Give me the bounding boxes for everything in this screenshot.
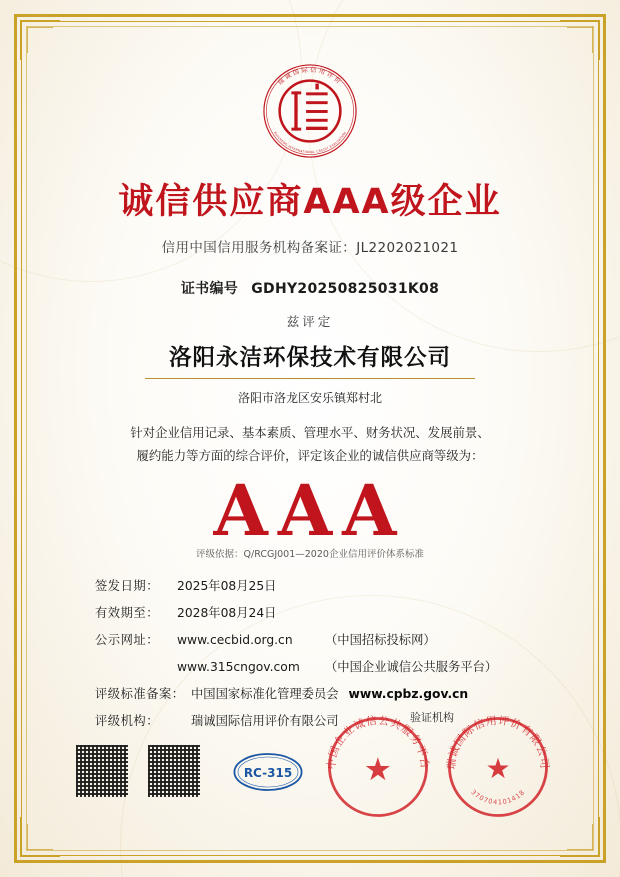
detail-row-standard	[95, 684, 525, 702]
company-block	[145, 340, 475, 379]
qr-code-2[interactable]	[148, 745, 200, 797]
certificate-number	[181, 278, 439, 298]
evaluation-statement	[90, 422, 530, 468]
publicity-note-1: （中国招标投标网）	[325, 632, 436, 647]
detail-row-publicity-site-2	[95, 657, 525, 675]
svg-text:RUICHENG INTERNATIONAL CREDIT: RUICHENG INTERNATIONAL CREDIT EVALUATION	[272, 130, 348, 155]
agency-value: 瑞诚国际信用评价有限公司	[191, 713, 339, 728]
seal-public-service-platform	[322, 711, 434, 823]
seal-rating-agency	[442, 711, 554, 823]
credit-emblem-icon	[261, 62, 359, 160]
publicity-url-2[interactable]: www.315cngov.com	[177, 659, 300, 674]
svg-text:RC-315: RC-315	[243, 765, 293, 780]
standard-label: 评级标准备案：	[95, 686, 185, 701]
detail-row-valid-until	[95, 603, 525, 621]
svg-text:瑞诚国际信用评价: 瑞诚国际信用评价	[276, 66, 344, 87]
publicity-url-1[interactable]: www.cecbid.org.cn	[177, 632, 293, 647]
svg-text:中国企业诚信公共服务平台: 中国企业诚信公共服务平台	[324, 713, 432, 770]
evaluation-statement-line2: 履约能力等方面的综合评价，评定该企业的诚信供应商等级为：	[136, 448, 484, 464]
svg-text:★: ★	[363, 751, 393, 788]
valid-until-value: 2028年08月24日	[177, 605, 277, 620]
grade-value: AAA	[213, 469, 407, 553]
grade-basis: 评级依据：Q/RCGJ001—2020企业信用评价体系标准	[196, 548, 424, 560]
record-line: 信用中国信用服务机构备案证：JL2202021021	[161, 240, 459, 257]
verify-agency-label: 验证机构	[410, 711, 454, 724]
footer-block	[32, 709, 588, 829]
qr-code-1[interactable]	[76, 745, 128, 797]
publicity-note-2: （中国企业诚信公共服务平台）	[325, 659, 498, 674]
svg-text:★: ★	[485, 753, 511, 785]
svg-text:瑞诚国际信用评价有限公司: 瑞诚国际信用评价有限公司	[444, 713, 552, 770]
publicity-label: 公示网址：	[95, 632, 159, 647]
issue-date-value: 2025年08月25日	[177, 578, 277, 593]
detail-row-issue-date	[95, 576, 525, 594]
detail-row-publicity-site-1	[95, 630, 525, 648]
company-address: 洛阳市洛龙区安乐镇郑村北	[237, 391, 382, 406]
standard-value: 中国国家标准化管理委员会	[191, 686, 339, 701]
agency-label: 评级机构：	[95, 713, 159, 728]
issue-date-label: 签发日期：	[95, 578, 159, 593]
evaluation-statement-line1: 针对企业信用记录、基本素质、管理水平、财务状况、发展前景、	[130, 425, 490, 441]
rc-315-badge	[232, 749, 304, 795]
page-title: 诚信供应商AAA级企业	[118, 182, 502, 222]
certificate-number-value: GDHY20250825031K08	[251, 281, 440, 298]
svg-text:370704101418: 370704101418	[469, 788, 527, 807]
standard-link[interactable]: www.cpbz.gov.cn	[348, 686, 469, 701]
valid-until-label: 有效期至：	[95, 605, 159, 620]
hereby-text: 兹评定	[286, 314, 334, 330]
company-name: 洛阳永洁环保技术有限公司	[168, 345, 451, 372]
certificate-number-label: 证书编号	[180, 281, 239, 298]
